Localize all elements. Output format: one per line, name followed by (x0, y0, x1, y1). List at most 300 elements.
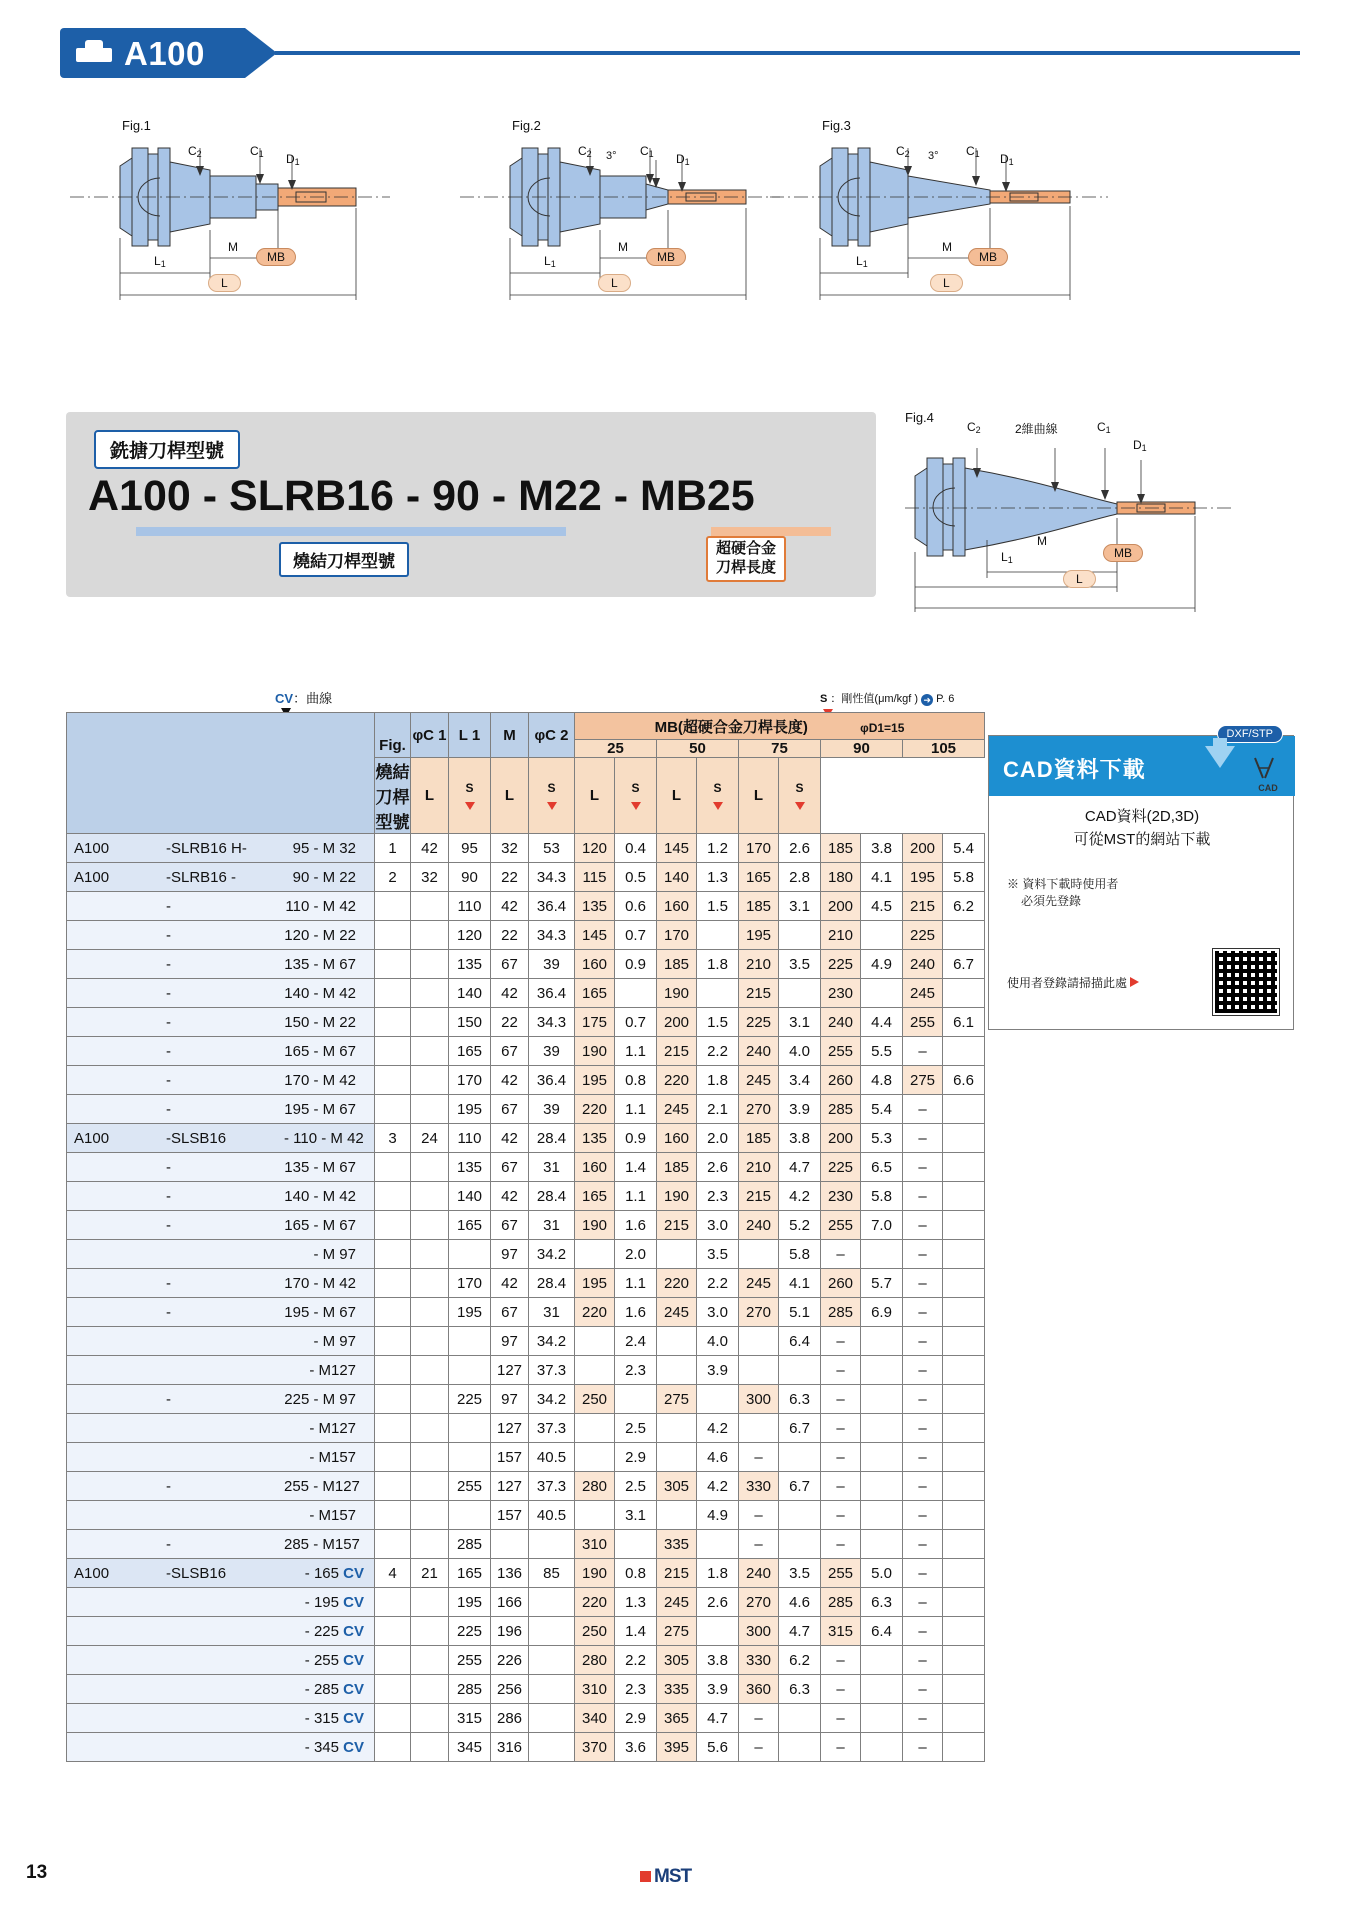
row-l1: 225 (449, 1385, 491, 1414)
row-c1 (411, 1153, 449, 1182)
row-mb-s (943, 1472, 985, 1501)
row-mb-s (943, 1211, 985, 1240)
row-mb-l: 245 (739, 1066, 779, 1095)
row-mb-l (657, 1414, 697, 1443)
row-m: 22 (491, 863, 529, 892)
row-mb-l (575, 1356, 615, 1385)
row-m: 97 (491, 1240, 529, 1269)
figure-2-label: Fig.2 (512, 118, 541, 133)
row-fig (375, 1066, 411, 1095)
row-mb-l: – (903, 1559, 943, 1588)
row-size: 165 - M 67 (284, 1216, 356, 1234)
table-row[interactable] (67, 1066, 985, 1095)
row-mb-l: – (903, 1240, 943, 1269)
row-mb-l: 360 (739, 1675, 779, 1704)
row-size: - M157 (309, 1506, 356, 1524)
row-mb-s (615, 1385, 657, 1414)
row-mb-l: 145 (657, 834, 697, 863)
row-type: - (166, 1187, 171, 1205)
row-c2: 39 (529, 1095, 575, 1124)
row-c1 (411, 1414, 449, 1443)
row-l1: 285 (449, 1675, 491, 1704)
row-model-cell (67, 1298, 375, 1327)
row-mb-s: 6.4 (861, 1617, 903, 1646)
row-l1: 140 (449, 979, 491, 1008)
row-mb-l: 245 (903, 979, 943, 1008)
table-row[interactable] (67, 1704, 985, 1733)
row-mb-l: 185 (657, 1153, 697, 1182)
row-mb-l: 395 (657, 1733, 697, 1762)
row-mb-s (861, 921, 903, 950)
row-mb-l: 140 (657, 863, 697, 892)
row-mb-l: 240 (739, 1037, 779, 1066)
row-c2: 28.4 (529, 1269, 575, 1298)
row-size: - 255 CV (304, 1651, 364, 1669)
row-model-cell (67, 1646, 375, 1675)
row-mb-s (861, 1646, 903, 1675)
row-mb-s (943, 1530, 985, 1559)
caliper-icon (1251, 756, 1285, 794)
table-row[interactable] (67, 1530, 985, 1559)
row-l1: 165 (449, 1211, 491, 1240)
row-m: 42 (491, 892, 529, 921)
figure-2-mb-tag: MB (646, 248, 686, 266)
row-mb-l: 255 (821, 1559, 861, 1588)
row-mb-l: 250 (575, 1617, 615, 1646)
table-row[interactable] (67, 1733, 985, 1762)
row-mb-l: – (739, 1501, 779, 1530)
model-label-shrink: 燒結刀桿型號 (279, 542, 409, 577)
row-model-cell (67, 1356, 375, 1385)
header-c2: φC 2 (529, 713, 575, 758)
row-mb-s (779, 1704, 821, 1733)
row-mb-s: 1.2 (697, 834, 739, 863)
row-c1 (411, 950, 449, 979)
table-row[interactable] (67, 1037, 985, 1066)
row-m: 127 (491, 1414, 529, 1443)
row-model-cell (67, 1095, 375, 1124)
table-row[interactable] (67, 1269, 985, 1298)
row-mb-s: 1.1 (615, 1269, 657, 1298)
table-row[interactable] (67, 1559, 985, 1588)
table-row[interactable] (67, 1298, 985, 1327)
row-mb-s (697, 979, 739, 1008)
row-mb-l: 240 (903, 950, 943, 979)
row-mb-s (779, 1501, 821, 1530)
row-mb-s (943, 1327, 985, 1356)
row-mb-s (943, 1559, 985, 1588)
table-row[interactable] (67, 1095, 985, 1124)
model-underline-carbide (711, 527, 831, 536)
row-mb-s (861, 1356, 903, 1385)
cad-download-box[interactable] (988, 728, 1294, 1030)
model-underline-shrink (136, 527, 566, 536)
row-mb-l: 225 (903, 921, 943, 950)
row-m: 127 (491, 1356, 529, 1385)
row-mb-l: 240 (739, 1559, 779, 1588)
row-c2: 36.4 (529, 979, 575, 1008)
row-mb-s: 4.7 (779, 1153, 821, 1182)
row-mb-l: 160 (575, 950, 615, 979)
row-mb-s (943, 1269, 985, 1298)
row-mb-s: 2.1 (697, 1095, 739, 1124)
row-c1 (411, 979, 449, 1008)
page-number: 13 (26, 1862, 48, 1883)
row-fig (375, 1356, 411, 1385)
row-mb-l: 175 (575, 1008, 615, 1037)
row-size: 90 - M 22 (292, 868, 356, 886)
table-row[interactable] (67, 1443, 985, 1472)
row-fig (375, 1704, 411, 1733)
header-model-cell (67, 713, 375, 834)
row-m: 166 (491, 1588, 529, 1617)
row-mb-l: 280 (575, 1472, 615, 1501)
row-fig (375, 1240, 411, 1269)
row-mb-s: 4.6 (779, 1588, 821, 1617)
table-row[interactable] (67, 1211, 985, 1240)
row-mb-l: 300 (739, 1385, 779, 1414)
figure-4-l-tag: L (1063, 570, 1096, 588)
header-fig: Fig. (375, 713, 411, 758)
figure-4-label: Fig.4 (905, 410, 934, 425)
row-mb-s: 4.1 (861, 863, 903, 892)
row-mb-l (739, 1327, 779, 1356)
row-mb-l (739, 1414, 779, 1443)
row-mb-l: 160 (657, 1124, 697, 1153)
row-mb-s (943, 1385, 985, 1414)
table-row[interactable] (67, 1356, 985, 1385)
row-mb-s: 0.4 (615, 834, 657, 863)
table-row[interactable] (67, 1182, 985, 1211)
qr-code-icon[interactable] (1213, 949, 1279, 1015)
row-mb-l: 305 (657, 1646, 697, 1675)
row-m: 42 (491, 1066, 529, 1095)
cad-format-badge: DXF/STP (1217, 725, 1283, 743)
figure-4: Fig.4 $C_2$ 2維曲線 $C_1$ $D_1$ M $L_1$ MB L (905, 410, 1295, 610)
row-mb-l: 305 (657, 1472, 697, 1501)
row-l1 (449, 1414, 491, 1443)
row-mb-s: 4.7 (779, 1617, 821, 1646)
figure-1-mb-tag: MB (256, 248, 296, 266)
row-mb-l: 135 (575, 892, 615, 921)
row-c1 (411, 1385, 449, 1414)
row-fig (375, 1008, 411, 1037)
row-mb-l: 190 (657, 979, 697, 1008)
row-mb-l: 165 (575, 1182, 615, 1211)
model-label-carbide-line2: 刀桿長度 (716, 558, 777, 576)
row-fig (375, 950, 411, 979)
row-mb-s: 4.9 (861, 950, 903, 979)
row-mb-l: 210 (739, 1153, 779, 1182)
row-c2: 36.4 (529, 1066, 575, 1095)
row-mb-s: 4.1 (779, 1269, 821, 1298)
row-type: - (166, 1071, 171, 1089)
row-c2 (529, 1530, 575, 1559)
row-mb-l: 200 (821, 1124, 861, 1153)
header-model-text: 燒結刀桿型號 (375, 763, 410, 832)
row-mb-l: 245 (657, 1095, 697, 1124)
table-row[interactable] (67, 1124, 985, 1153)
table-row[interactable] (67, 1675, 985, 1704)
row-size: 95 - M 32 (292, 839, 356, 857)
row-mb-l: – (903, 1298, 943, 1327)
row-model-cell (67, 1037, 375, 1066)
row-size: - M 97 (313, 1332, 356, 1350)
table-row[interactable] (67, 1008, 985, 1037)
header-c1: φC 1 (411, 713, 449, 758)
row-c2: 34.3 (529, 1008, 575, 1037)
row-mb-l: 200 (657, 1008, 697, 1037)
row-mb-l: 225 (739, 1008, 779, 1037)
row-mb-l: 190 (575, 1037, 615, 1066)
row-mb-l (575, 1240, 615, 1269)
row-fig (375, 1530, 411, 1559)
row-mb-s: 0.8 (615, 1559, 657, 1588)
row-l1: 110 (449, 892, 491, 921)
row-mb-l (657, 1240, 697, 1269)
row-mb-s: 4.4 (861, 1008, 903, 1037)
row-mb-l: 195 (575, 1269, 615, 1298)
row-mb-l: 275 (657, 1385, 697, 1414)
row-mb-l: 115 (575, 863, 615, 892)
row-mb-l: 220 (575, 1095, 615, 1124)
row-fig (375, 1037, 411, 1066)
row-mb-s: 4.7 (697, 1704, 739, 1733)
row-type: - (166, 1535, 171, 1553)
row-c2: 34.3 (529, 863, 575, 892)
row-l1: 255 (449, 1472, 491, 1501)
row-model-cell (67, 892, 375, 921)
row-model-cell (67, 1617, 375, 1646)
row-mb-l: – (903, 1501, 943, 1530)
row-mb-s: 1.6 (615, 1211, 657, 1240)
row-model-cell (67, 1559, 375, 1588)
row-c1 (411, 1501, 449, 1530)
row-mb-l: 220 (657, 1066, 697, 1095)
row-c1 (411, 1240, 449, 1269)
table-row[interactable] (67, 1472, 985, 1501)
legend-s (820, 690, 954, 706)
row-m: 22 (491, 1008, 529, 1037)
row-c1 (411, 1095, 449, 1124)
table-row[interactable] (67, 979, 985, 1008)
row-type: - (166, 1303, 171, 1321)
row-mb-s: 4.8 (861, 1066, 903, 1095)
row-mb-l (575, 1501, 615, 1530)
table-row[interactable] (67, 1501, 985, 1530)
row-mb-s: 2.3 (697, 1182, 739, 1211)
cad-desc-line2: 可從MST的網站下載 (1073, 830, 1211, 848)
row-size: 135 - M 67 (284, 1158, 356, 1176)
row-mb-l: – (821, 1704, 861, 1733)
row-mb-l: – (821, 1240, 861, 1269)
row-mb-s: 5.5 (861, 1037, 903, 1066)
row-mb-s: 6.5 (861, 1153, 903, 1182)
row-mb-s: 5.4 (943, 834, 985, 863)
row-mb-s (861, 1240, 903, 1269)
row-model-cell (67, 1472, 375, 1501)
row-c2 (529, 1675, 575, 1704)
row-mb-l: 185 (739, 1124, 779, 1153)
row-mb-l: 210 (739, 950, 779, 979)
row-mb-s: 3.4 (779, 1066, 821, 1095)
row-m: 196 (491, 1617, 529, 1646)
download-arrow-icon (1205, 746, 1235, 768)
row-l1: 165 (449, 1559, 491, 1588)
table-row[interactable] (67, 1240, 985, 1269)
row-model-cell (67, 1704, 375, 1733)
row-size: 110 - M 42 (285, 897, 356, 915)
row-fig (375, 979, 411, 1008)
table-row[interactable] (67, 892, 985, 921)
row-mb-s: 4.9 (697, 1501, 739, 1530)
row-mb-s: 6.7 (943, 950, 985, 979)
row-mb-l: 225 (821, 1153, 861, 1182)
row-mb-l: – (903, 1443, 943, 1472)
row-type: - (166, 984, 171, 1002)
row-mb-l: – (821, 1356, 861, 1385)
row-mb-s (943, 1733, 985, 1762)
row-mb-s: 4.0 (779, 1037, 821, 1066)
row-c2 (529, 1588, 575, 1617)
row-mb-s: 0.6 (615, 892, 657, 921)
row-mb-l: 190 (575, 1559, 615, 1588)
row-mb-s: 6.3 (779, 1385, 821, 1414)
row-mb-s: 3.1 (615, 1501, 657, 1530)
row-mb-s: 4.5 (861, 892, 903, 921)
row-size: 170 - M 42 (284, 1274, 356, 1292)
header-s-50: S (529, 758, 575, 834)
row-mb-s (615, 1530, 657, 1559)
row-size: - 165 CV (304, 1564, 364, 1582)
row-type: -SLSB16 (166, 1564, 227, 1582)
row-m: 97 (491, 1385, 529, 1414)
row-fig (375, 1298, 411, 1327)
row-fig: 4 (375, 1559, 411, 1588)
row-mb-l: – (739, 1443, 779, 1472)
row-mb-s: 3.1 (779, 892, 821, 921)
table-row[interactable] (67, 834, 985, 863)
row-mb-s: 5.8 (779, 1240, 821, 1269)
row-c1 (411, 1356, 449, 1385)
row-l1: 120 (449, 921, 491, 950)
table-row[interactable] (67, 1588, 985, 1617)
row-c2: 39 (529, 1037, 575, 1066)
row-mb-l: 285 (821, 1588, 861, 1617)
row-mb-s (697, 921, 739, 950)
table-row[interactable] (67, 1327, 985, 1356)
row-mb-s (779, 1443, 821, 1472)
row-c1: 42 (411, 834, 449, 863)
row-mb-s: 1.1 (615, 1037, 657, 1066)
row-mb-s: 6.3 (861, 1588, 903, 1617)
row-model-cell (67, 1240, 375, 1269)
row-m: 42 (491, 1269, 529, 1298)
row-c1 (411, 1269, 449, 1298)
table-row[interactable] (67, 1646, 985, 1675)
row-mb-l: 165 (575, 979, 615, 1008)
row-m: 42 (491, 979, 529, 1008)
row-mb-l: 185 (821, 834, 861, 863)
table-row[interactable] (67, 1617, 985, 1646)
row-mb-s (861, 1414, 903, 1443)
row-mb-s: 3.5 (697, 1240, 739, 1269)
row-mb-s (861, 1530, 903, 1559)
table-row[interactable] (67, 921, 985, 950)
row-size: 170 - M 42 (284, 1071, 356, 1089)
row-m: 67 (491, 950, 529, 979)
row-model-cell (67, 1211, 375, 1240)
row-c2: 34.2 (529, 1385, 575, 1414)
row-l1: 315 (449, 1704, 491, 1733)
row-mb-l: 370 (575, 1733, 615, 1762)
table-row[interactable] (67, 1153, 985, 1182)
row-mb-s: 2.6 (697, 1153, 739, 1182)
row-series: A100 (74, 1129, 110, 1147)
row-m: 256 (491, 1675, 529, 1704)
row-mb-s: 2.0 (615, 1240, 657, 1269)
row-fig: 3 (375, 1124, 411, 1153)
row-mb-l: 215 (657, 1559, 697, 1588)
row-mb-l: 330 (739, 1646, 779, 1675)
row-c1 (411, 1472, 449, 1501)
header-s-75: S (615, 758, 657, 834)
row-type: - (166, 1274, 171, 1292)
row-c1 (411, 1037, 449, 1066)
row-fig: 2 (375, 863, 411, 892)
machine-icon (74, 40, 114, 66)
table-row[interactable] (67, 1414, 985, 1443)
row-model-cell (67, 979, 375, 1008)
row-mb-s: 3.5 (779, 1559, 821, 1588)
legend-s-value: ：剛性值(μm/kgf ) (830, 693, 919, 705)
row-mb-s: 1.1 (615, 1182, 657, 1211)
row-c1 (411, 1646, 449, 1675)
row-mb-l: – (821, 1530, 861, 1559)
row-mb-l (575, 1327, 615, 1356)
table-row[interactable] (67, 1385, 985, 1414)
table-row[interactable] (67, 863, 985, 892)
table-row[interactable] (67, 950, 985, 979)
row-mb-s: 1.6 (615, 1298, 657, 1327)
row-mb-s: 2.9 (615, 1704, 657, 1733)
row-mb-s (697, 1617, 739, 1646)
figure-3-label: Fig.3 (822, 118, 851, 133)
row-l1: 195 (449, 1298, 491, 1327)
row-mb-s: 6.1 (943, 1008, 985, 1037)
row-mb-s: 2.2 (697, 1037, 739, 1066)
row-fig (375, 1182, 411, 1211)
row-mb-s: 5.8 (943, 863, 985, 892)
row-mb-l: – (903, 1588, 943, 1617)
row-mb-s: 3.9 (779, 1095, 821, 1124)
row-mb-l: 255 (903, 1008, 943, 1037)
row-mb-l: – (903, 1182, 943, 1211)
row-fig (375, 1675, 411, 1704)
row-c2: 40.5 (529, 1443, 575, 1472)
row-c1 (411, 1443, 449, 1472)
row-c2: 37.3 (529, 1472, 575, 1501)
row-mb-l: 310 (575, 1530, 615, 1559)
row-mb-l (575, 1414, 615, 1443)
row-fig (375, 1443, 411, 1472)
row-mb-l: 160 (575, 1153, 615, 1182)
row-mb-s (943, 1095, 985, 1124)
row-mb-l: – (903, 1211, 943, 1240)
row-size: - M157 (309, 1448, 356, 1466)
row-mb-s: 3.8 (697, 1646, 739, 1675)
row-model-cell (67, 1501, 375, 1530)
